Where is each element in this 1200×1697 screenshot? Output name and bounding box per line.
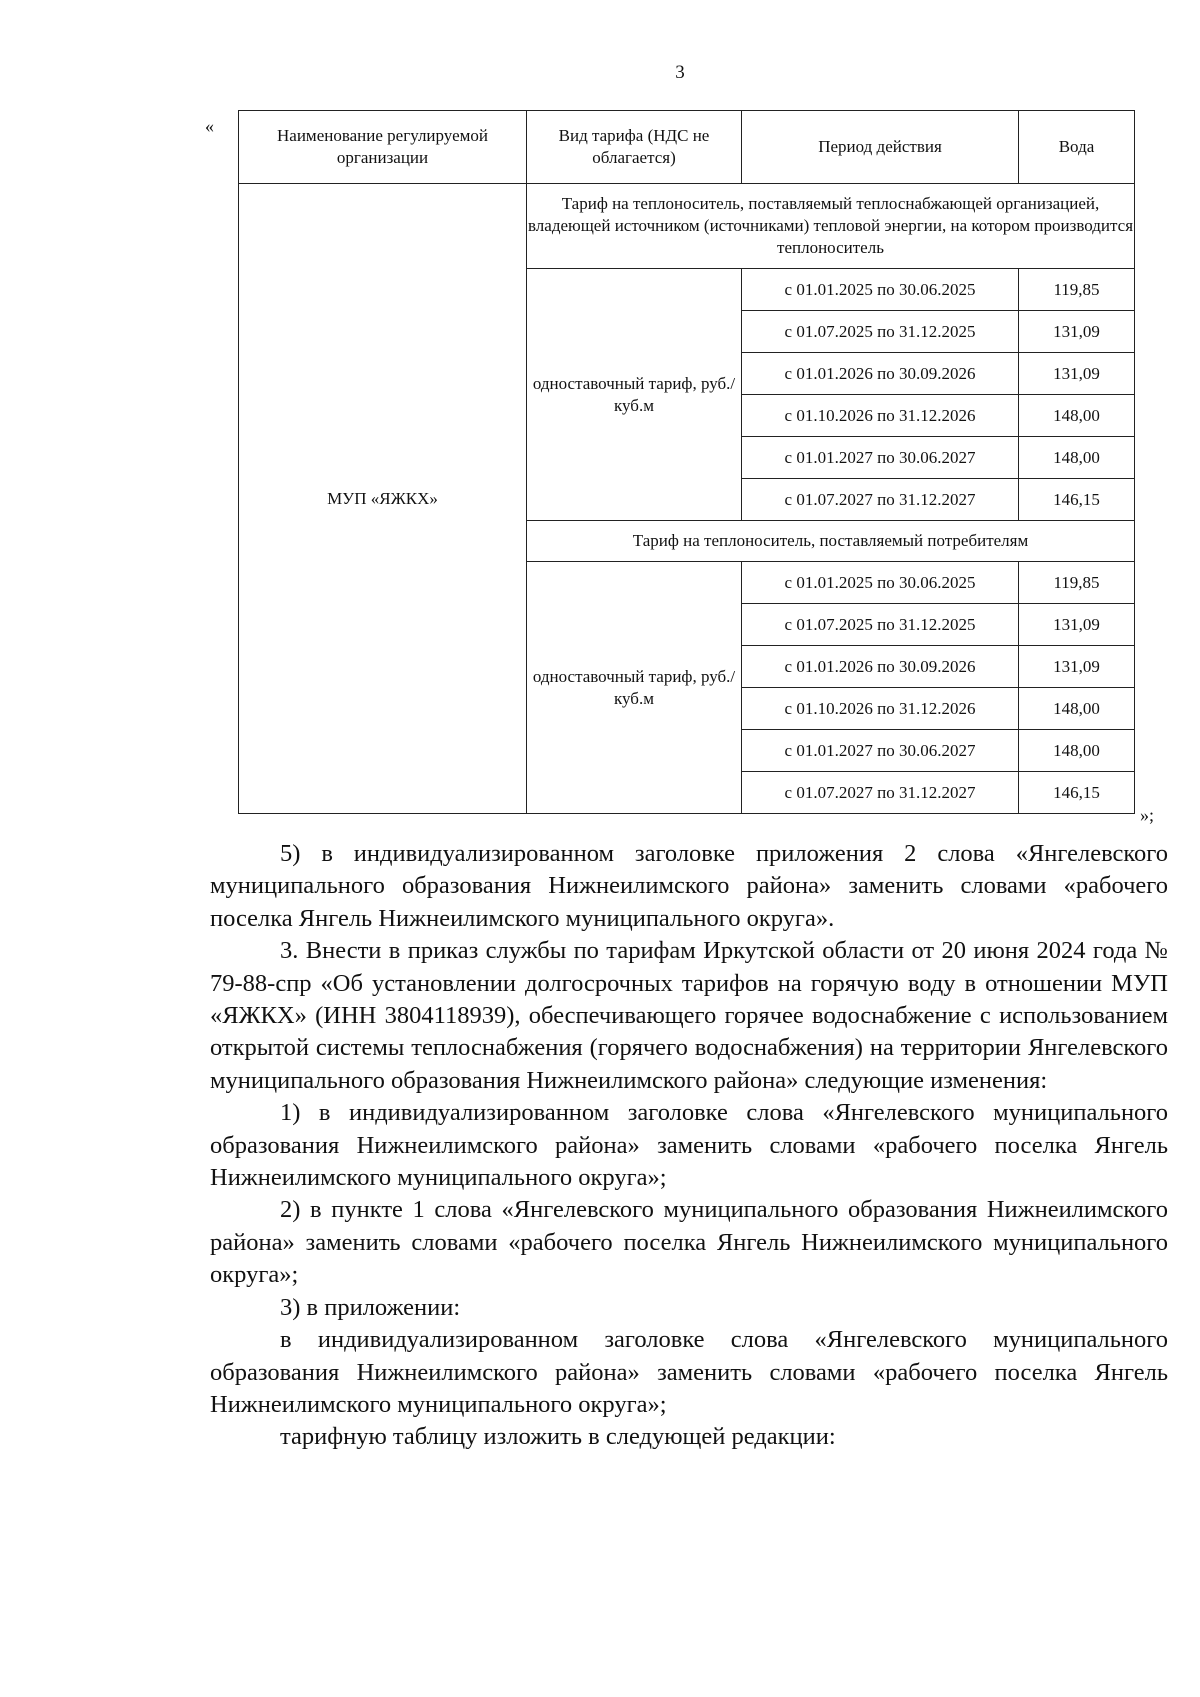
period-cell: с 01.01.2027 по 30.06.2027 (742, 437, 1019, 479)
period-cell: с 01.07.2025 по 31.12.2025 (742, 604, 1019, 646)
document-body (210, 838, 1168, 1454)
value-cell: 131,09 (1019, 604, 1135, 646)
value-cell: 148,00 (1019, 730, 1135, 772)
tariff-type-cell: одноставочный тариф, руб./куб.м (527, 269, 742, 521)
paragraph-item-5: 5) в индивидуализированном заголовке приложения 2 слова «Янгелевского муниципального образования Нижнеилимского района» заменить словами «рабочего поселка Янгель Нижнеилимского муниципального округа». (210, 840, 1168, 932)
value-cell: 131,09 (1019, 311, 1135, 353)
header-water: Вода (1019, 111, 1135, 184)
period-cell: с 01.07.2027 по 31.12.2027 (742, 772, 1019, 814)
table-header-row (239, 111, 1135, 184)
tariff-type-cell: одноставочный тариф, руб./куб.м (527, 562, 742, 814)
paragraph-3-2: 2) в пункте 1 слова «Янгелевского муниципального образования Нижнеилимского района» заменить словами «рабочего поселка Янгель Нижнеилимского муниципального округа»; (210, 1196, 1168, 1289)
value-cell: 131,09 (1019, 646, 1135, 688)
value-cell: 148,00 (1019, 437, 1135, 479)
section-title: Тариф на теплоноситель, поставляемый теплоснабжающей организацией, владеющей источником (источниками) тепловой энергии, на котором производится теплоноситель (527, 184, 1135, 269)
period-cell: с 01.01.2025 по 30.06.2025 (742, 562, 1019, 604)
page-number: 3 (675, 62, 685, 83)
period-cell: с 01.07.2025 по 31.12.2025 (742, 311, 1019, 353)
value-cell: 148,00 (1019, 395, 1135, 437)
paragraph-3-1: 1) в индивидуализированном заголовке слова «Янгелевского муниципального образования Нижнеилимского района» заменить словами «рабочего поселка Янгель Нижнеилимского муниципального округа»; (210, 1099, 1168, 1192)
value-cell: 148,00 (1019, 688, 1135, 730)
section-title-row (239, 184, 1135, 269)
period-cell: с 01.01.2026 по 30.09.2026 (742, 646, 1019, 688)
paragraph-3-3-table: тарифную таблицу изложить в следующей редакции: (280, 1423, 836, 1451)
period-cell: с 01.01.2027 по 30.06.2027 (742, 730, 1019, 772)
value-cell: 131,09 (1019, 353, 1135, 395)
value-cell: 146,15 (1019, 772, 1135, 814)
tariff-table (238, 110, 1135, 814)
paragraph-3-3: 3) в приложении: (280, 1293, 461, 1321)
paragraph-section-3: 3. Внести в приказ службы по тарифам Иркутской области от 20 июня 2024 года № 79-88-спр «Об установлении долгосрочных тарифов на горячую воду в отношении МУП «ЯЖКХ» (ИНН 3804118939), обеспечивающего горячее водоснабжение с использованием открытой системы теплоснабжения (горячего водоснабжения) на территории Янгелевского муниципального образования Нижнеилимского района» следующие изменения: (210, 937, 1168, 1094)
period-cell: с 01.07.2027 по 31.12.2027 (742, 479, 1019, 521)
header-tariff-type: Вид тарифа (НДС не облагается) (527, 111, 742, 184)
value-cell: 119,85 (1019, 269, 1135, 311)
table-open-quote: « (205, 116, 214, 136)
section-title: Тариф на теплоноситель, поставляемый потребителям (527, 521, 1135, 562)
period-cell: с 01.10.2026 по 31.12.2026 (742, 395, 1019, 437)
table-close-quote: »; (1140, 805, 1155, 825)
organization-cell: МУП «ЯЖКХ» (239, 184, 527, 814)
header-period: Период действия (742, 111, 1019, 184)
paragraph-3-3-header: в индивидуализированном заголовке слова «Янгелевского муниципального образования Нижнеилимского района» заменить словами «рабочего поселка Янгель Нижнеилимского муниципального округа»; (210, 1326, 1168, 1418)
value-cell: 146,15 (1019, 479, 1135, 521)
period-cell: с 01.10.2026 по 31.12.2026 (742, 688, 1019, 730)
period-cell: с 01.01.2026 по 30.09.2026 (742, 353, 1019, 395)
value-cell: 119,85 (1019, 562, 1135, 604)
header-org: Наименование регулируемой организации (239, 111, 527, 184)
period-cell: с 01.01.2025 по 30.06.2025 (742, 269, 1019, 311)
